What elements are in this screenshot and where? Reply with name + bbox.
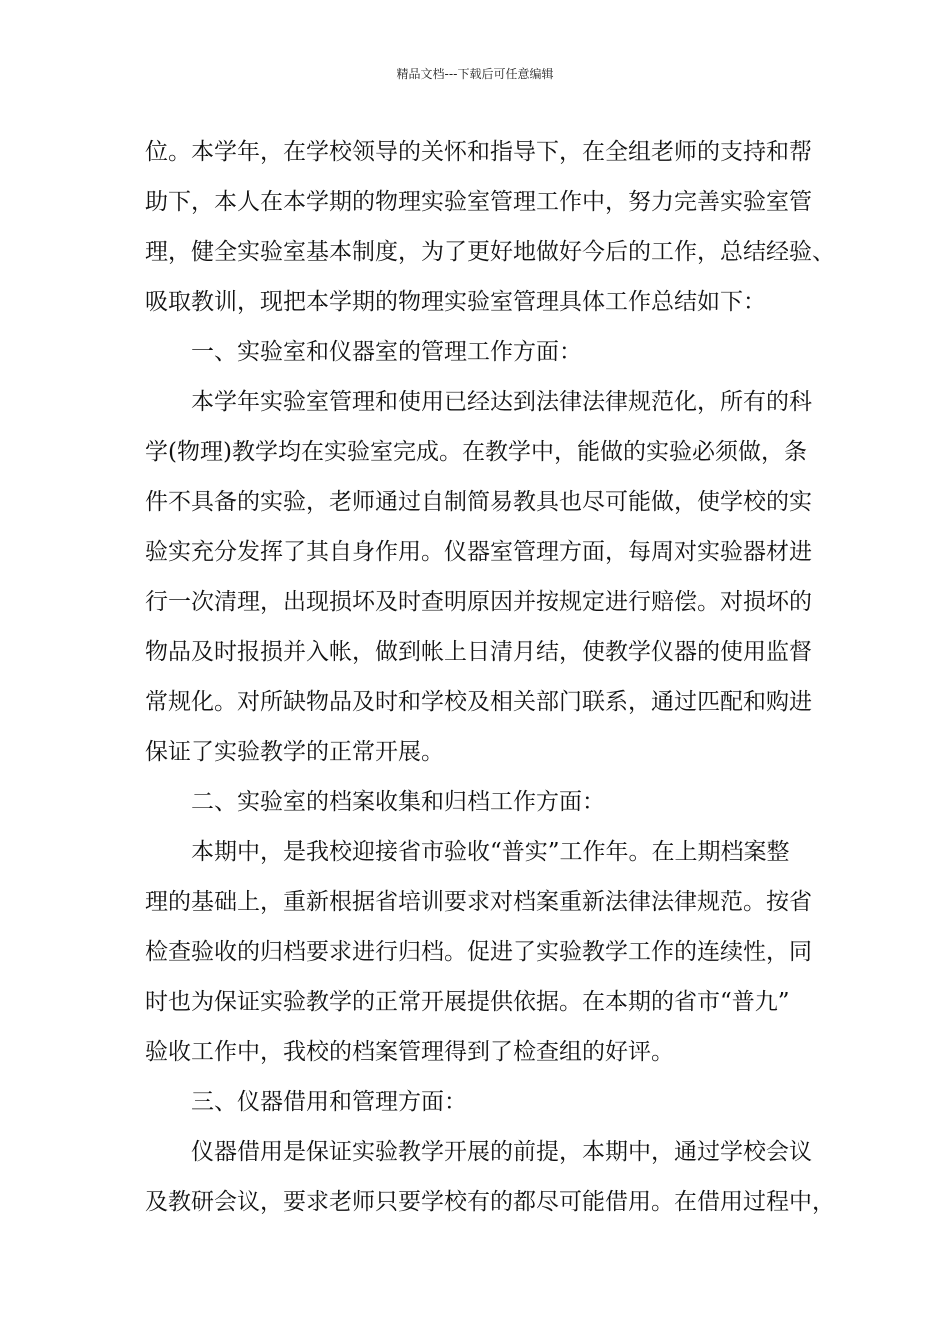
section-heading-2: 二、实验室的档案收集和归档工作方面： xyxy=(191,789,605,815)
paragraph-line: 验实充分发挥了其自身作用。仪器室管理方面，每周对实验器材进 xyxy=(145,539,812,565)
section-heading-1: 一、实验室和仪器室的管理工作方面： xyxy=(191,339,582,365)
paragraph-line: 常规化。对所缺物品及时和学校及相关部门联系，通过匹配和购进 xyxy=(145,689,812,715)
paragraph-line: 件不具备的实验，老师通过自制简易教具也尽可能做，使学校的实 xyxy=(145,489,812,515)
paragraph-line: 验收工作中，我校的档案管理得到了检查组的好评。 xyxy=(145,1039,674,1065)
paragraph-line: 理，健全实验室基本制度，为了更好地做好今后的工作，总结经验、 xyxy=(145,239,835,265)
paragraph-line: 检查验收的归档要求进行归档。促进了实验教学工作的连续性，同 xyxy=(145,939,812,965)
body-text xyxy=(145,132,835,1232)
paragraph-line: 物品及时报损并入帐，做到帐上日清月结，使教学仪器的使用监督 xyxy=(145,639,812,665)
paragraph-line: 时也为保证实验教学的正常开展提供依据。在本期的省市“普九” xyxy=(145,989,790,1015)
paragraph-line: 助下，本人在本学期的物理实验室管理工作中，努力完善实验室管 xyxy=(145,189,812,215)
paragraph-line: 行一次清理，出现损坏及时查明原因并按规定进行赔偿。对损坏的 xyxy=(145,589,812,615)
paragraph-line: 保证了实验教学的正常开展。 xyxy=(145,739,444,765)
paragraph-line: 吸取教训，现把本学期的物理实验室管理具体工作总结如下： xyxy=(145,289,766,315)
paragraph-line: 理的基础上，重新根据省培训要求对档案重新法律法律规范。按省 xyxy=(145,889,812,915)
paragraph-line: 学(物理)教学均在实验室完成。在教学中，能做的实验必须做，条 xyxy=(145,439,807,465)
paragraph-line: 仪器借用是保证实验教学开展的前提，本期中，通过学校会议 xyxy=(191,1139,812,1165)
paragraph-line: 及教研会议，要求老师只要学校有的都尽可能借用。在借用过程中， xyxy=(145,1189,835,1215)
paragraph-line: 位。本学年，在学校领导的关怀和指导下，在全组老师的支持和帮 xyxy=(145,139,812,165)
section-heading-3: 三、仪器借用和管理方面： xyxy=(191,1089,467,1115)
paragraph-line: 本学年实验室管理和使用已经达到法律法律规范化，所有的科 xyxy=(191,389,812,415)
page-header: 精品文档---下载后可任意编辑 xyxy=(396,67,554,81)
paragraph-line: 本期中，是我校迎接省市验收“普实”工作年。在上期档案整 xyxy=(191,839,790,865)
